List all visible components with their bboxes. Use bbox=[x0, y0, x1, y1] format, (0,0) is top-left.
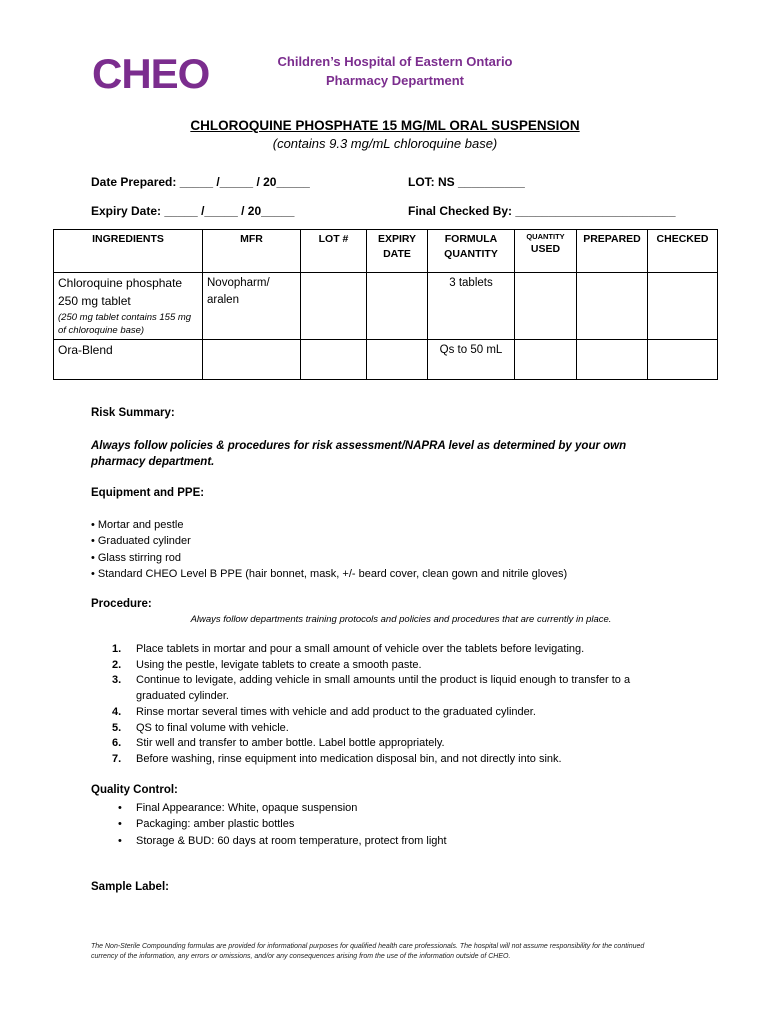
step-number: 4. bbox=[112, 705, 122, 718]
header-used-label: USED bbox=[530, 243, 561, 255]
ingredient-name: Chloroquine phosphate 250 mg tablet bbox=[58, 276, 183, 308]
table-row bbox=[54, 273, 718, 340]
header-quantity-used bbox=[515, 230, 577, 273]
ingredient-cell bbox=[54, 340, 203, 380]
procedure-step bbox=[112, 642, 672, 658]
header-quantity-label: QUANTITY bbox=[526, 232, 565, 241]
header-formula-quantity: FORMULA QUANTITY bbox=[428, 230, 515, 273]
step-text: Rinse mortar several times with vehicle and add product to the graduated cylinder. bbox=[136, 705, 536, 718]
checked-cell bbox=[648, 273, 718, 340]
expiry-cell bbox=[367, 340, 428, 380]
hospital-header bbox=[200, 52, 590, 90]
step-text: Using the pestle, levigate tablets to create a smooth paste. bbox=[136, 658, 422, 671]
header-prepared: PREPARED bbox=[577, 230, 648, 273]
step-number: 1. bbox=[112, 643, 122, 655]
table-header-row bbox=[54, 230, 718, 273]
quality-control-heading: Quality Control: bbox=[91, 784, 178, 796]
mfr-cell bbox=[203, 340, 301, 380]
document-subtitle: (contains 9.3 mg/mL chloroquine base) bbox=[272, 136, 498, 151]
quantity-used-cell bbox=[515, 340, 577, 380]
quantity-used-cell bbox=[515, 273, 577, 340]
ingredients-table bbox=[53, 229, 718, 380]
header-expiry-date: EXPIRY DATE bbox=[367, 230, 428, 273]
procedure-step bbox=[112, 673, 672, 704]
step-text: Stir well and transfer to amber bottle. Label bottle appropriately. bbox=[136, 737, 445, 750]
procedure-step bbox=[112, 721, 672, 737]
step-text: Continue to levigate, adding vehicle in small amounts until the product is liquid enough to transfer to a graduated cylinder. bbox=[136, 674, 631, 703]
list-item: • Packaging: amber plastic bottles bbox=[118, 816, 447, 832]
formula-cell: 3 tablets bbox=[428, 273, 515, 340]
list-item: • Final Appearance: White, opaque suspension bbox=[118, 800, 447, 816]
disclaimer-text: The Non-Sterile Compounding formulas are provided for informational purposes for qualified health care professionals. The hospital will not assume responsibility for the continued currency of the information, any errors or omissions, and/or any consequences arising from the use of the information outside of CHEO. bbox=[91, 943, 645, 960]
step-number: 5. bbox=[112, 721, 122, 734]
list-item: • Graduated cylinder bbox=[91, 533, 567, 549]
equipment-list bbox=[91, 517, 567, 583]
step-number: 2. bbox=[112, 658, 122, 671]
list-item: • Glass stirring rod bbox=[91, 550, 567, 566]
mfr-cell: Novopharm/ aralen bbox=[203, 273, 301, 340]
equipment-heading: Equipment and PPE: bbox=[91, 487, 205, 499]
lot-field: LOT: NS __________ bbox=[408, 175, 525, 189]
step-text: Before washing, rinse equipment into medication disposal bin, and not directly into sink. bbox=[136, 752, 562, 765]
ingredient-name: Ora-Blend bbox=[58, 343, 113, 357]
document-title: CHLOROQUINE PHOSPHATE 15 MG/ML ORAL SUSPENSION bbox=[190, 118, 580, 133]
procedure-step bbox=[112, 736, 672, 752]
step-text: Place tablets in mortar and pour a small amount of vehicle over the tablets before levigating. bbox=[136, 643, 585, 655]
quality-control-list bbox=[118, 800, 447, 849]
step-number: 3. bbox=[112, 674, 122, 687]
expiry-cell bbox=[367, 273, 428, 340]
risk-summary-text: Always follow policies & procedures for risk assessment/NAPRA level as determined by your own pharmacy department. bbox=[91, 440, 627, 468]
prepared-cell bbox=[577, 340, 648, 380]
department-name: Pharmacy Department bbox=[326, 73, 464, 88]
step-text: QS to final volume with vehicle. bbox=[136, 721, 289, 734]
hospital-name: Children’s Hospital of Eastern Ontario bbox=[277, 54, 513, 69]
lot-cell bbox=[301, 273, 367, 340]
table-row bbox=[54, 340, 718, 380]
sample-label-heading: Sample Label: bbox=[91, 881, 169, 893]
list-item: • Storage & BUD: 60 days at room temperature, protect from light bbox=[118, 833, 447, 849]
procedure-step bbox=[112, 658, 672, 674]
risk-summary-heading: Risk Summary: bbox=[91, 407, 175, 419]
header-ingredients: INGREDIENTS bbox=[54, 230, 203, 273]
prepared-cell bbox=[577, 273, 648, 340]
list-item: • Mortar and pestle bbox=[91, 517, 567, 533]
step-number: 7. bbox=[112, 752, 122, 765]
expiry-date-field: Expiry Date: _____ /_____ / 20_____ bbox=[91, 204, 295, 218]
procedure-step bbox=[112, 705, 672, 721]
step-number: 6. bbox=[112, 737, 122, 750]
formula-cell: Qs to 50 mL bbox=[428, 340, 515, 380]
procedure-step bbox=[112, 752, 672, 768]
list-item: • Standard CHEO Level B PPE (hair bonnet, mask, +/- beard cover, clean gown and nitrile gloves) bbox=[91, 566, 567, 582]
lot-cell bbox=[301, 340, 367, 380]
procedure-steps bbox=[112, 642, 672, 768]
header-mfr: MFR bbox=[203, 230, 301, 273]
header-lot: LOT # bbox=[301, 230, 367, 273]
final-checked-field: Final Checked By: ________________________ bbox=[408, 204, 676, 218]
procedure-heading: Procedure: bbox=[91, 598, 152, 610]
date-prepared-field: Date Prepared: _____ /_____ / 20_____ bbox=[91, 175, 310, 189]
checked-cell bbox=[648, 340, 718, 380]
ingredient-cell bbox=[54, 273, 203, 340]
logo-text: CHEO bbox=[92, 50, 210, 96]
ingredient-note: (250 mg tablet contains 155 mg of chloroquine base) bbox=[58, 312, 192, 336]
header-checked: CHECKED bbox=[648, 230, 718, 273]
procedure-note: Always follow departments training protocols and policies and procedures that are currently in place. bbox=[190, 614, 612, 625]
